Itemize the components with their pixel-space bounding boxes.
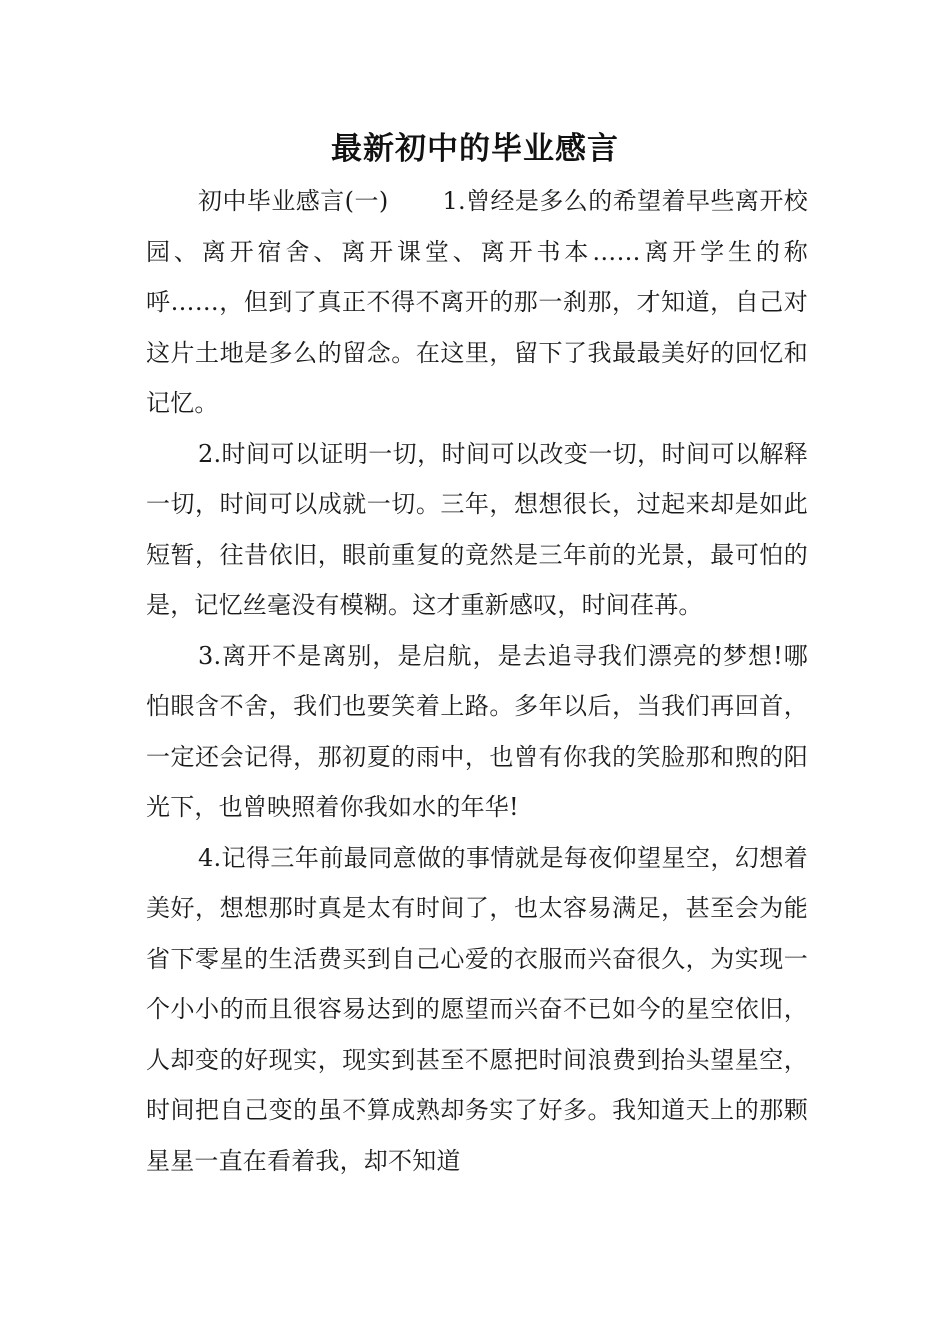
paragraph-2: 2.时间可以证明一切，时间可以改变一切，时间可以解释一切，时间可以成就一切。三年，想想很长，过起来却是如此短暂，往昔依旧，眼前重复的竟然是三年前的光景，最可怕的是，记忆丝毫没有模糊。这才重新感叹，时间荏苒。 <box>146 439 808 619</box>
section-heading: 初中毕业感言(一) <box>198 187 389 215</box>
paragraph-3: 3.离开不是离别，是启航，是去追寻我们漂亮的梦想!哪怕眼含不舍，我们也要笑着上路。多年以后，当我们再回首，一定还会记得，那初夏的雨中，也曾有你我的笑脸那和煦的阳光下，也曾映照着你我如水的年华! <box>146 641 808 821</box>
paragraph-4: 4.记得三年前最同意做的事情就是每夜仰望星空，幻想着美好，想想那时真是太有时间了，也太容易满足，甚至会为能省下零星的生活费买到自己心爱的衣服而兴奋很久，为实现一个小小的而且很容易达到的愿望而兴奋不已如今的星空依旧，人却变的好现实，现实到甚至不愿把时间浪费到抬头望星空，时间把自己变的虽不算成熟却务实了好多。我知道天上的那颗星星一直在看着我，却不知道 <box>146 843 808 1175</box>
document-title: 最新初中的毕业感言 <box>331 131 619 167</box>
document-body <box>146 176 808 1186</box>
paragraph-1 <box>146 176 808 429</box>
paragraph-1-text: 1.曾经是多么的希望着早些离开校园、离开宿舍、离开课堂、离开书本……离开学生的称呼……，但到了真正不得不离开的那一刹那，才知道，自己对这片土地是多么的留念。在这里，留下了我最最美好的回忆和记忆。 <box>146 187 808 417</box>
